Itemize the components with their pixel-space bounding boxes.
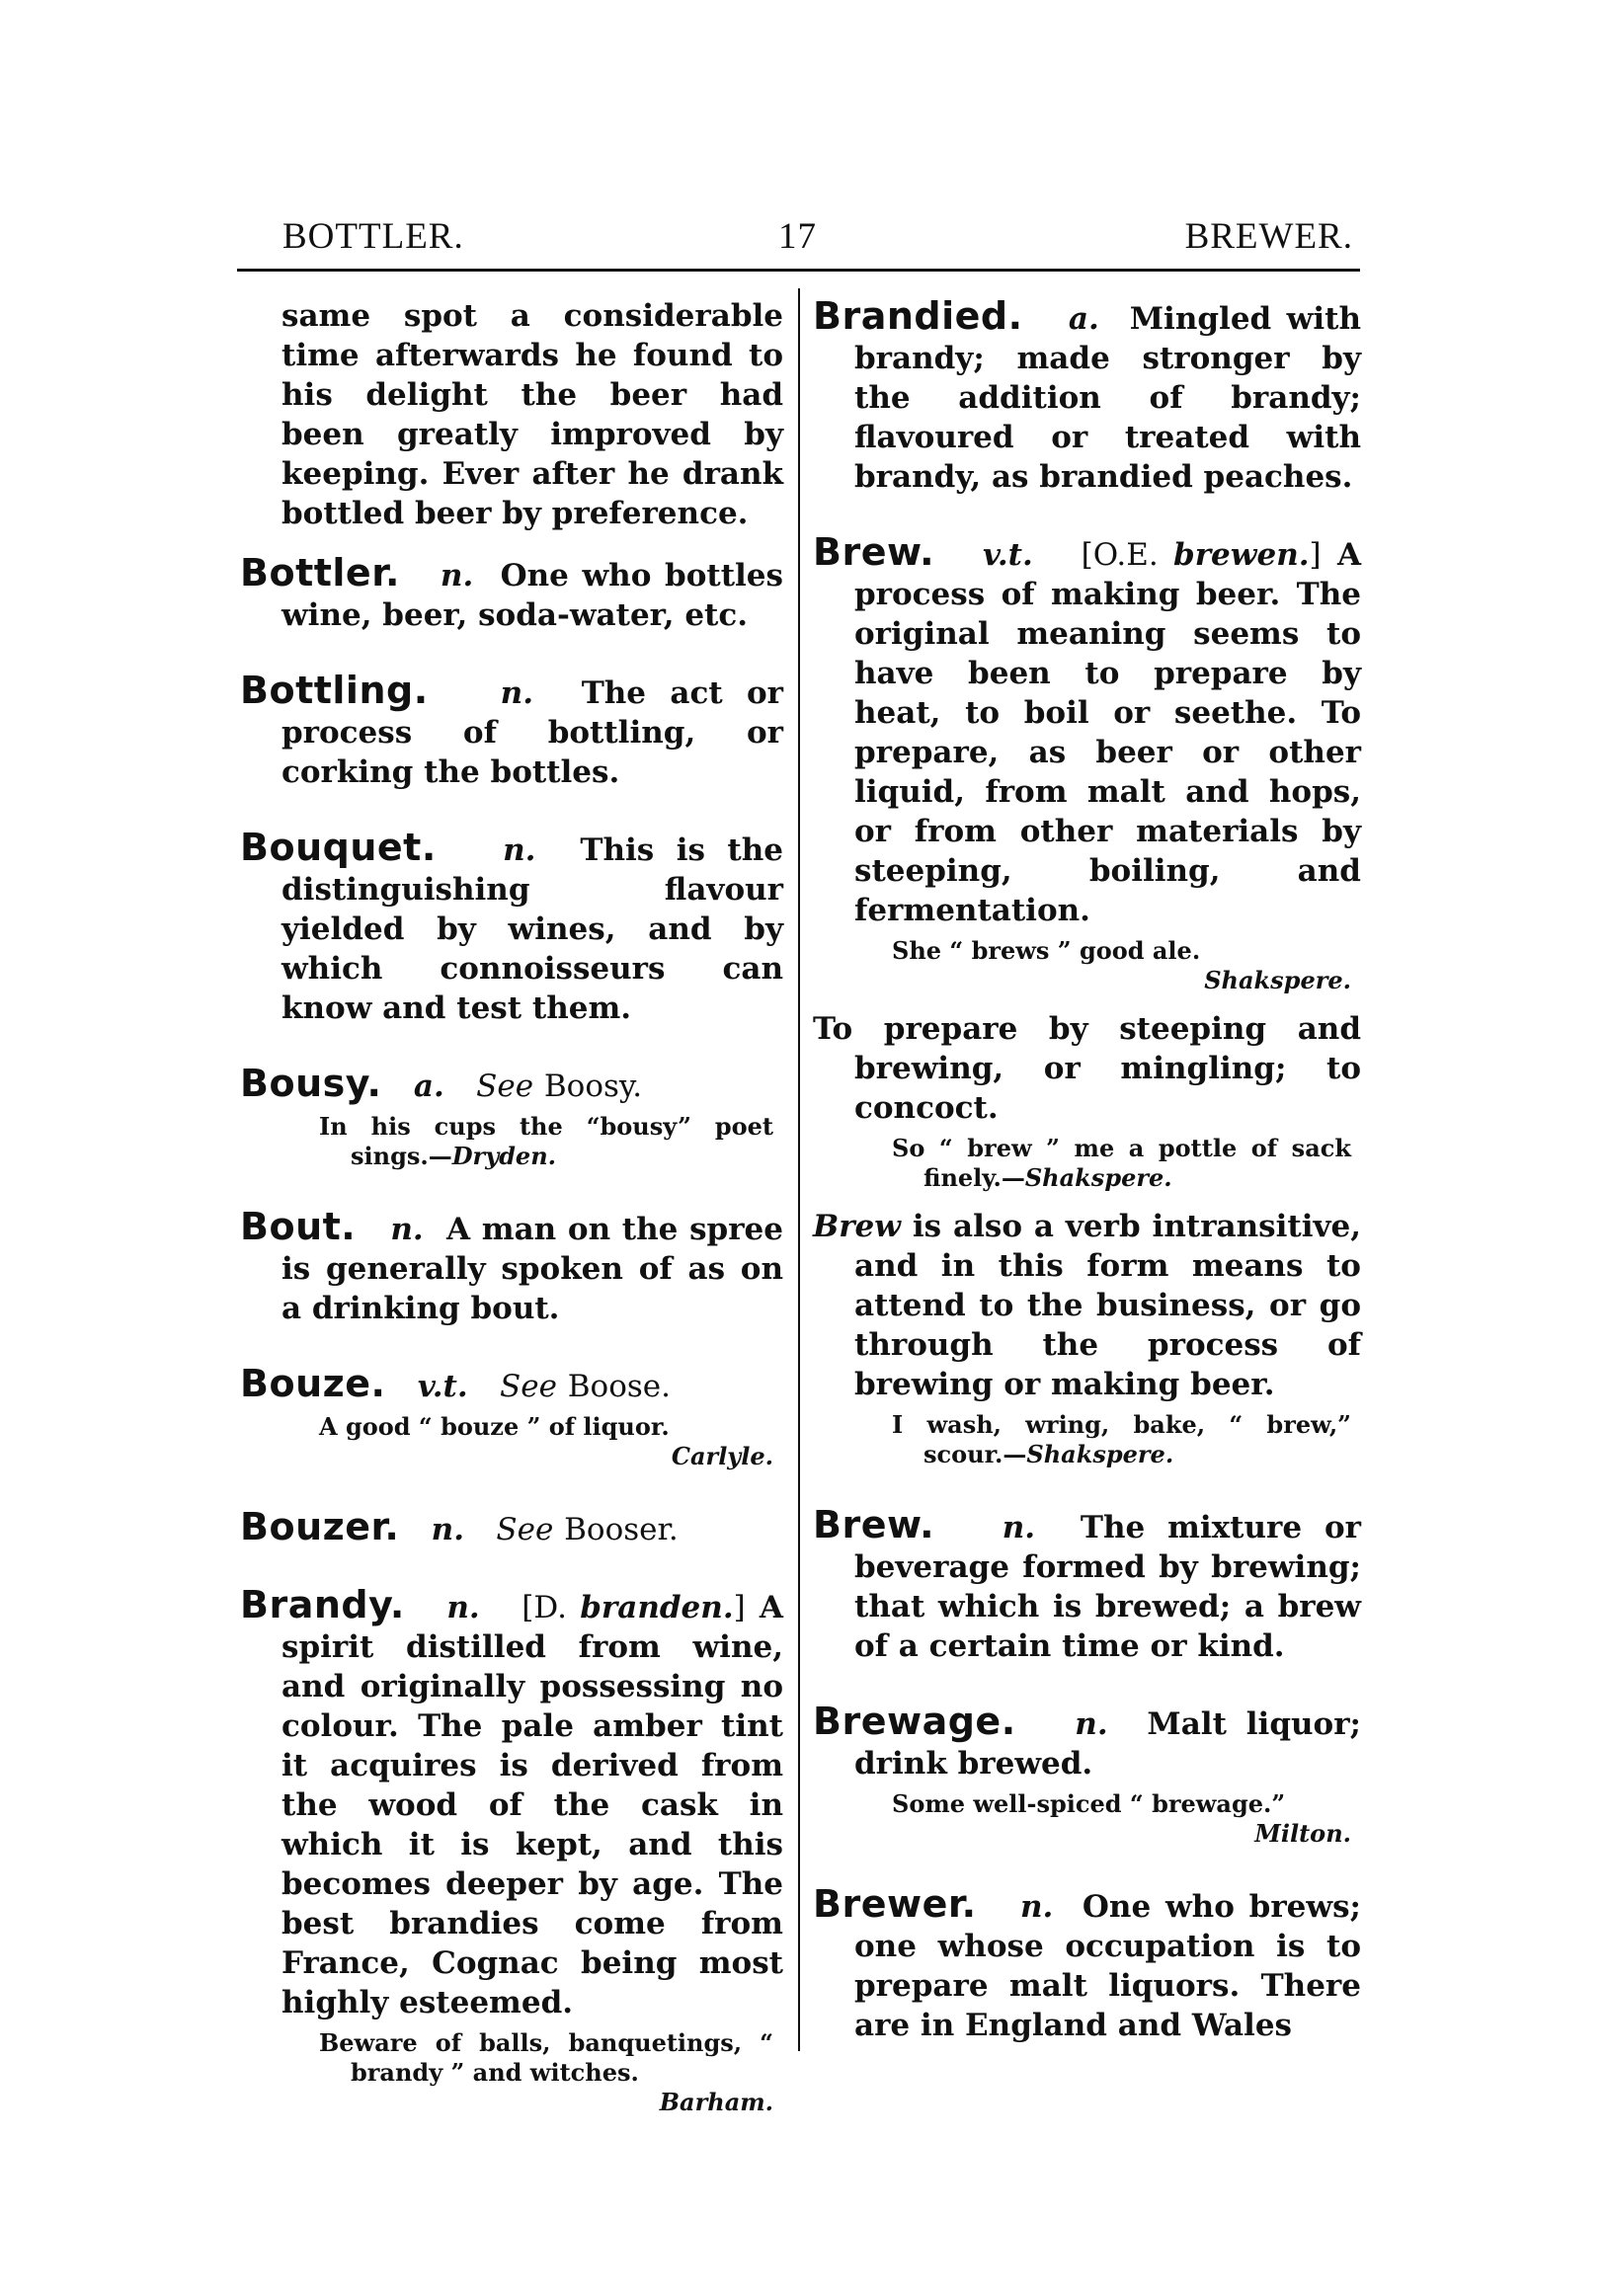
right-column — [813, 296, 1361, 2081]
quote-text: A good “ bouze ” of liquor. — [319, 1412, 670, 1441]
part-of-speech: a. — [413, 1069, 444, 1104]
part-of-speech: n. — [431, 1512, 465, 1547]
entry-brandy — [240, 1585, 783, 2117]
part-of-speech: v.t. — [982, 537, 1033, 573]
see-label: See — [476, 1069, 534, 1104]
quote-text: In his cups the “bousy” poet sings.— — [319, 1112, 773, 1170]
column-divider — [798, 288, 800, 2051]
entry-brandied — [813, 296, 1361, 497]
definition: The act or process of bottling, or corking the bottles. — [281, 675, 783, 790]
continued-text: same spot a considerable time afterwards he found to his delight the beer had been greatly improved by keeping. Ever after he drank bottled beer by preference. — [281, 298, 783, 531]
headword: Bottler. — [240, 551, 400, 594]
entry-bouzer — [240, 1507, 783, 1549]
part-of-speech: n. — [500, 675, 533, 711]
part-of-speech: n. — [503, 832, 536, 868]
entry-brew-verb — [813, 532, 1361, 1469]
quotation — [813, 1410, 1361, 1469]
quote-text: Beware of balls, banquetings, “ brandy ” and witches. — [319, 2028, 773, 2087]
headword: Bouze. — [240, 1362, 386, 1405]
running-header — [237, 215, 1353, 265]
quote-author: Shakspere. — [1026, 1440, 1174, 1468]
quotation — [240, 1412, 783, 1471]
headword: Bouquet. — [240, 826, 437, 869]
part-of-speech: n. — [446, 1590, 480, 1625]
entry-bouquet — [240, 828, 783, 1028]
see-label: See — [500, 1369, 557, 1404]
see-target: Booser. — [564, 1512, 679, 1547]
definition: Mingled with brandy; made stronger by the addition of brandy; flavoured or treated with brandy, as brandied peaches. — [854, 301, 1361, 495]
part-of-speech: v.t. — [417, 1369, 468, 1404]
headword: Brewer. — [813, 1882, 977, 1926]
page-number: 17 — [778, 216, 817, 257]
quote-author: Barham. — [659, 2088, 773, 2116]
definition: The mixture or beverage formed by brewing; that which is brewed; a brew of a certain time or kind. — [854, 1510, 1361, 1664]
header-left: BOTTLER. — [282, 216, 464, 257]
quote-author: Dryden. — [451, 1142, 556, 1170]
headword: Bousy. — [240, 1062, 382, 1105]
headword: Bottling. — [240, 669, 429, 712]
definition: A spirit distilled from wine, and originally possessing no colour. The pale amber tint it acquires is derived from the wood of the cask in which it is kept, and this becomes deeper by age. The best brandies come from France, Cognac being most highly esteemed. — [281, 1590, 783, 2020]
headword: Brew. — [813, 530, 935, 574]
quote-author: Carlyle. — [671, 1442, 773, 1470]
header-right: BREWER. — [1184, 216, 1353, 257]
quotation — [813, 936, 1361, 995]
quote-author: Milton. — [1254, 1819, 1351, 1848]
etymology: [O.E. brewen.] — [1081, 537, 1322, 573]
headword: Brandy. — [240, 1583, 405, 1626]
definition: One who brews; one whose occupation is to prepare malt liquors. There are in England and Wales — [854, 1889, 1361, 2043]
part-of-speech: a. — [1068, 301, 1099, 337]
entry-bottling — [240, 671, 783, 792]
entry-brewer — [813, 1884, 1361, 2045]
see-label: See — [496, 1512, 554, 1547]
quote-author: Shakspere. — [1024, 1163, 1172, 1192]
headword: Brandied. — [813, 294, 1023, 338]
definition: A man on the spree is generally spoken of as on a drinking bout. — [281, 1212, 783, 1326]
quotation — [240, 1112, 783, 1171]
headword: Bouzer. — [240, 1505, 400, 1548]
definition: A process of making beer. The original meaning seems to have been to prepare by heat, to boil or seethe. To prepare, as beer or other liquid, from malt and hops, or from other materials by steeping, boiling, and fermentation. — [854, 537, 1361, 928]
quote-text: She “ brews ” good ale. — [892, 936, 1201, 965]
definition-3-term: Brew — [813, 1209, 901, 1244]
entry-bousy — [240, 1064, 783, 1171]
part-of-speech: n. — [1020, 1889, 1054, 1925]
header-rule — [237, 269, 1360, 272]
definition: Malt liquor; drink brewed. — [854, 1706, 1361, 1781]
definition: One who bottles wine, beer, soda-water, etc. — [281, 558, 783, 633]
part-of-speech: n. — [440, 558, 474, 594]
headword: Brewage. — [813, 1700, 1016, 1743]
definition-2: To prepare by steeping and brewing, or mingling; to concoct. — [813, 1011, 1361, 1126]
left-column — [240, 296, 783, 2153]
quote-text: I wash, wring, bake, “ brew,” scour.— — [892, 1410, 1351, 1468]
see-target: Boosy. — [543, 1069, 643, 1104]
part-of-speech: n. — [1075, 1706, 1108, 1742]
see-target: Boose. — [567, 1369, 671, 1404]
quote-text: So “ brew ” me a pottle of sack finely.— — [892, 1134, 1351, 1192]
quotation — [240, 2028, 783, 2117]
definition: This is the distinguishing flavour yielded by wines, and by which connoisseurs can know and test them. — [281, 832, 783, 1026]
definition-3: is also a verb intransitive, and in this form means to attend to the business, or go through the process of brewing or making beer. — [854, 1209, 1362, 1402]
entry-bout — [240, 1207, 783, 1328]
part-of-speech: n. — [1002, 1510, 1036, 1545]
quotation — [813, 1134, 1361, 1193]
quote-author: Shakspere. — [1204, 966, 1351, 994]
quote-text: Some well-spiced “ brewage.” — [892, 1789, 1286, 1818]
headword: Brew. — [813, 1503, 935, 1546]
part-of-speech: n. — [390, 1212, 424, 1247]
entry-brewage — [813, 1702, 1361, 1849]
entry-brew-noun — [813, 1505, 1361, 1666]
quotation — [813, 1789, 1361, 1849]
headword: Bout. — [240, 1205, 357, 1248]
etymology: [D. branden.] — [522, 1590, 746, 1625]
entry-bouze — [240, 1364, 783, 1471]
entry-bottler — [240, 553, 783, 635]
